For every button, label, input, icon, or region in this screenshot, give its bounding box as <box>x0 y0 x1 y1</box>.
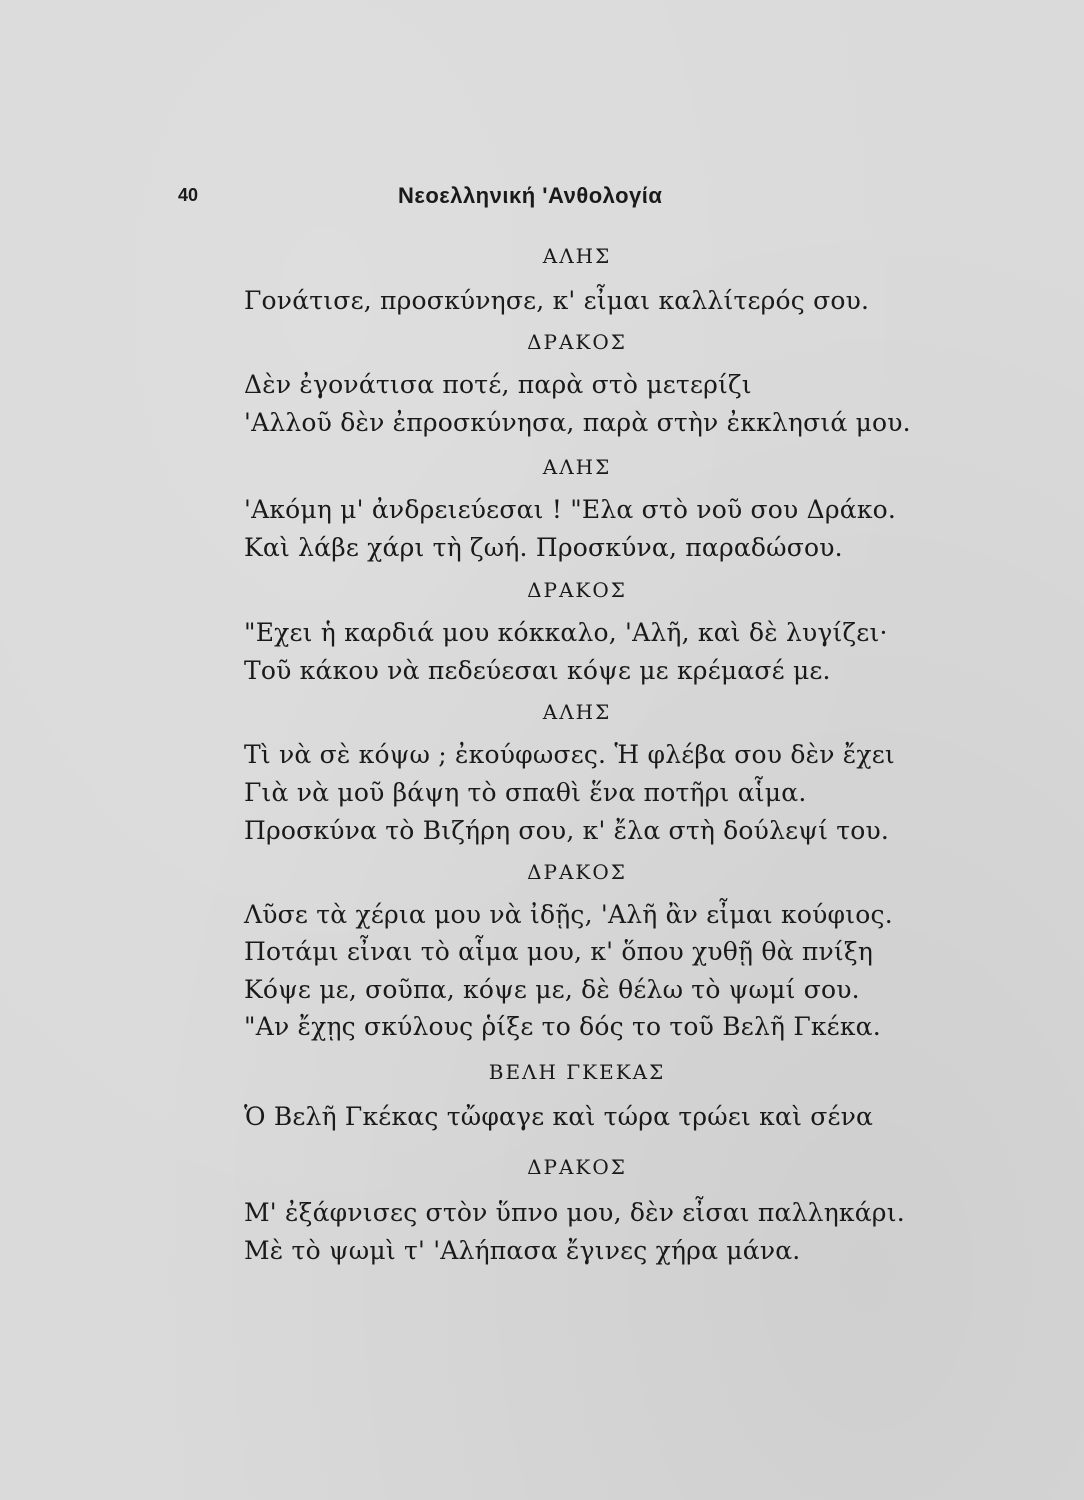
verse-line: Προσκύνα τὸ Βιζήρη σου, κ' ἔλα στὴ δούλεψί του. <box>244 816 890 845</box>
page-number: 40 <box>178 185 199 205</box>
verse-line: Ὁ Βελῆ Γκέκας τὤφαγε καὶ τώρα τρώει καὶ σένα <box>244 1102 874 1131</box>
verse-line: Γονάτισε, προσκύνησε, κ' εἶμαι καλλίτερός σου. <box>244 286 870 315</box>
verse-line: Καὶ λάβε χάρι τὴ ζωή. Προσκύνα, παραδώσου. <box>244 533 843 562</box>
verse-line: Μὲ τὸ ψωμὶ τ' 'Αλήπασα ἔγινες χήρα μάνα. <box>244 1236 801 1265</box>
verse-line: Γιὰ νὰ μοῦ βάψη τὸ σπαθὶ ἕνα ποτῆρι αἷμα. <box>244 778 807 807</box>
verse-line: Τὶ νὰ σὲ κόψω ; ἐκούφωσες. Ἡ φλέβα σου δὲν ἔχει <box>244 740 895 769</box>
speaker-heading: ΔΡΑΚΟΣ <box>527 1155 627 1179</box>
speaker-heading: ΑΛΗΣ <box>542 455 612 479</box>
verse-line: Μ' ἐξάφνισες στὸν ὕπνο μου, δὲν εἶσαι παλληκάρι. <box>244 1198 905 1227</box>
speaker-heading: ΑΛΗΣ <box>542 700 612 724</box>
verse-line: 'Ακόμη μ' ἀνδρειεύεσαι ! "Ελα στὸ νοῦ σου Δράκο. <box>244 495 897 524</box>
speaker-heading: ΒΕΛΗ ΓΚΕΚΑΣ <box>488 1060 666 1084</box>
verse-line: Κόψε με, σοῦπα, κόψε με, δὲ θέλω τὸ ψωμί σου. <box>244 975 860 1004</box>
verse-line: Λῦσε τὰ χέρια μου νὰ ἰδῇς, 'Αλῆ ἂν εἶμαι κούφιος. <box>244 900 893 929</box>
running-title: Νεοελληνική 'Ανθολογία <box>398 183 663 208</box>
speaker-heading: ΔΡΑΚΟΣ <box>527 578 627 602</box>
verse-line: "Εχει ἡ καρδιά μου κόκκαλο, 'Αλῆ, καὶ δὲ λυγίζει· <box>244 618 888 647</box>
speaker-heading: ΔΡΑΚΟΣ <box>527 860 627 884</box>
verse-line: "Αν ἔχῃς σκύλους ῥίξε το δός το τοῦ Βελῆ Γκέκα. <box>244 1012 881 1041</box>
verse-line: Δὲν ἐγονάτισα ποτέ, παρὰ στὸ μετερίζι <box>244 370 752 399</box>
verse-line: Ποτάμι εἶναι τὸ αἷμα μου, κ' ὅπου χυθῇ θὰ πνίξη <box>244 937 874 966</box>
verse-line: 'Αλλοῦ δὲν ἐπροσκύνησα, παρὰ στὴν ἐκκλησιά μου. <box>244 408 911 437</box>
speaker-heading: ΔΡΑΚΟΣ <box>527 330 627 354</box>
speaker-heading: ΑΛΗΣ <box>542 244 612 268</box>
verse-line: Τοῦ κάκου νὰ πεδεύεσαι κόψε με κρέμασέ με. <box>244 656 831 685</box>
